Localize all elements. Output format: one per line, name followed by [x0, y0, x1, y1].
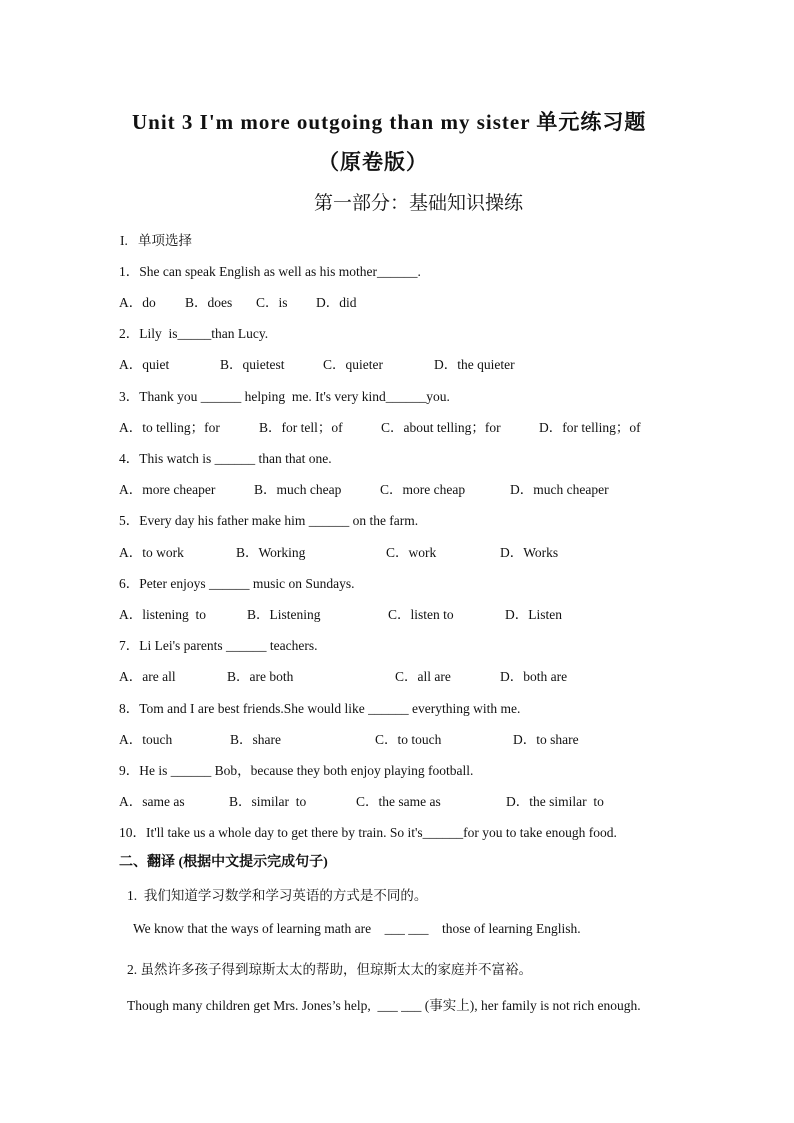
section1-heading: I. 单项选择	[120, 233, 192, 248]
translation-sentence: We know that the ways of learning math are ___ ___ those of learning English.	[133, 921, 581, 936]
part-title: 第一部分：基础知识操练	[314, 193, 524, 214]
option-d: D．the similar to	[506, 794, 604, 809]
option-a: A．more cheaper	[119, 482, 216, 497]
question-stem: 1．She can speak English as well as his mother______.	[119, 264, 421, 279]
option-b: B．for tell；of	[259, 420, 343, 435]
question-stem: 4．This watch is ______ than that one.	[119, 451, 332, 466]
option-d: D．much cheaper	[510, 482, 609, 497]
option-a: A．quiet	[119, 357, 170, 372]
option-d: D．Listen	[505, 607, 562, 622]
option-d: D．for telling；of	[539, 420, 641, 435]
document-title-line1: Unit 3 I'm more outgoing than my sister 单元练习题	[132, 110, 647, 134]
option-a: A．same as	[119, 794, 185, 809]
option-c: C．quieter	[323, 357, 383, 372]
option-b: B．Listening	[247, 607, 321, 622]
option-b: B．similar to	[229, 794, 307, 809]
question-stem: 7．Li Lei's parents ______ teachers.	[119, 638, 318, 653]
option-c: C．more cheap	[380, 482, 466, 497]
option-d: D．did	[316, 295, 357, 310]
document-title-line2: （原卷版）	[318, 150, 428, 174]
section2-heading: 二、翻译 (根据中文提示完成句子)	[119, 855, 328, 870]
option-d: D．the quieter	[434, 357, 515, 372]
question-stem: 9．He is ______ Bob，because they both enjoy playing football.	[119, 763, 474, 778]
option-a: A．to telling；for	[119, 420, 220, 435]
translation-prompt: 1. 我们知道学习数学和学习英语的方式是不同的。	[127, 888, 428, 903]
option-b: B．quietest	[220, 357, 285, 372]
option-c: C．about telling；for	[381, 420, 501, 435]
option-a: A．touch	[119, 732, 173, 747]
question-stem: 3．Thank you ______ helping me. It's very kind______you.	[119, 389, 450, 404]
option-c: C．the same as	[356, 794, 441, 809]
option-c: C．listen to	[388, 607, 454, 622]
option-c: C．all are	[395, 669, 451, 684]
option-c: C．is	[256, 295, 288, 310]
question-stem: 10．It'll take us a whole day to get there by train. So it's______for you to take enough food.	[119, 825, 617, 840]
option-a: A．to work	[119, 545, 184, 560]
question-stem: 6．Peter enjoys ______ music on Sundays.	[119, 576, 355, 591]
option-b: B．much cheap	[254, 482, 342, 497]
option-a: A．do	[119, 295, 156, 310]
option-d: D．both are	[500, 669, 568, 684]
option-b: B．does	[185, 295, 233, 310]
option-c: C．to touch	[375, 732, 442, 747]
option-b: B．share	[230, 732, 281, 747]
option-c: C．work	[386, 545, 437, 560]
option-d: D．Works	[500, 545, 559, 560]
option-a: A．are all	[119, 669, 176, 684]
option-b: B．Working	[236, 545, 306, 560]
question-stem: 5．Every day his father make him ______ on the farm.	[119, 513, 419, 528]
option-b: B．are both	[227, 669, 294, 684]
option-d: D．to share	[513, 732, 579, 747]
translation-sentence: Though many children get Mrs. Jones’s help, ___ ___ (事实上), her family is not rich enough.	[127, 998, 641, 1013]
question-stem: 8．Tom and I are best friends.She would like ______ everything with me.	[119, 701, 521, 716]
question-stem: 2．Lily is_____than Lucy.	[119, 326, 269, 341]
translation-prompt: 2. 虽然许多孩子得到琼斯太太的帮助，但琼斯太太的家庭并不富裕。	[127, 962, 532, 977]
option-a: A．listening to	[119, 607, 206, 622]
